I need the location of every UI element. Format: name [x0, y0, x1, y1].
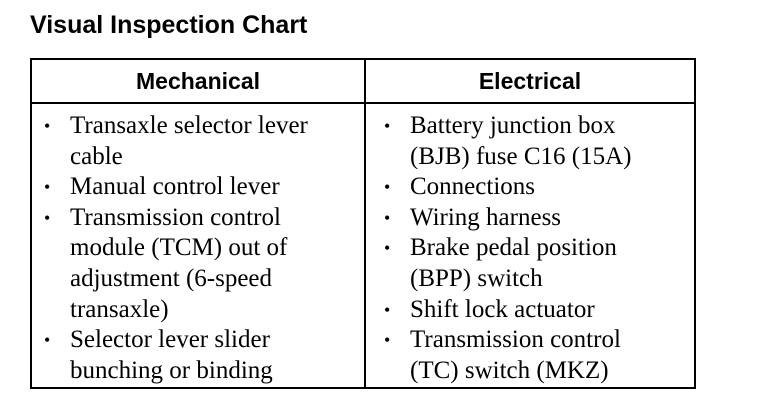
- bullet-icon: •: [384, 207, 391, 228]
- bullet-icon: •: [44, 177, 51, 198]
- item-text-line: Selector lever slider: [70, 326, 270, 354]
- list-item: [378, 172, 694, 203]
- item-text-line: Wiring harness: [410, 203, 562, 231]
- item-text-line: (BJB) fuse C16 (15A): [410, 142, 632, 170]
- item-text-line: Transaxle selector lever: [70, 112, 308, 139]
- electrical-header: Electrical: [366, 60, 694, 104]
- item-text-line: Manual control lever: [70, 173, 280, 201]
- bullet-icon: •: [384, 116, 391, 136]
- mechanical-column: [32, 60, 364, 387]
- item-text-line: Brake pedal position: [410, 234, 617, 262]
- item-text-line: Transmission control: [70, 203, 281, 231]
- bullet-icon: •: [384, 177, 391, 198]
- bullet-icon: •: [44, 207, 51, 228]
- list-item: [38, 111, 364, 172]
- page-title: Visual Inspection Chart: [30, 11, 308, 39]
- bullet-icon: •: [384, 330, 391, 351]
- mechanical-header: Mechanical: [32, 60, 364, 104]
- electrical-column: [364, 60, 694, 387]
- item-text-line: bunching or binding: [70, 356, 273, 384]
- bullet-icon: •: [384, 238, 391, 259]
- bullet-icon: •: [44, 116, 51, 136]
- list-item: [378, 111, 694, 172]
- item-text-line: transaxle): [70, 295, 169, 323]
- item-text-line: adjustment (6-speed: [70, 264, 273, 292]
- item-text-line: (TC) switch (MKZ): [410, 356, 609, 384]
- list-item: [38, 203, 364, 325]
- mechanical-list: [38, 111, 364, 386]
- electrical-list: [378, 111, 694, 386]
- item-text-line: Shift lock actuator: [410, 295, 595, 323]
- bullet-icon: •: [384, 299, 391, 320]
- item-text-line: Battery junction box: [410, 112, 616, 139]
- list-item: [378, 325, 694, 386]
- bullet-icon: •: [44, 330, 51, 351]
- item-text-line: module (TCM) out of: [70, 234, 288, 262]
- item-text-line: Transmission control: [410, 326, 621, 354]
- inspection-table: [30, 58, 696, 389]
- item-text-line: cable: [70, 142, 123, 170]
- list-item: [378, 295, 694, 326]
- list-item: [378, 203, 694, 234]
- list-item: [38, 325, 364, 386]
- item-text-line: (BPP) switch: [410, 264, 543, 292]
- list-item: [38, 172, 364, 203]
- item-text-line: Connections: [410, 173, 535, 201]
- list-item: [378, 233, 694, 294]
